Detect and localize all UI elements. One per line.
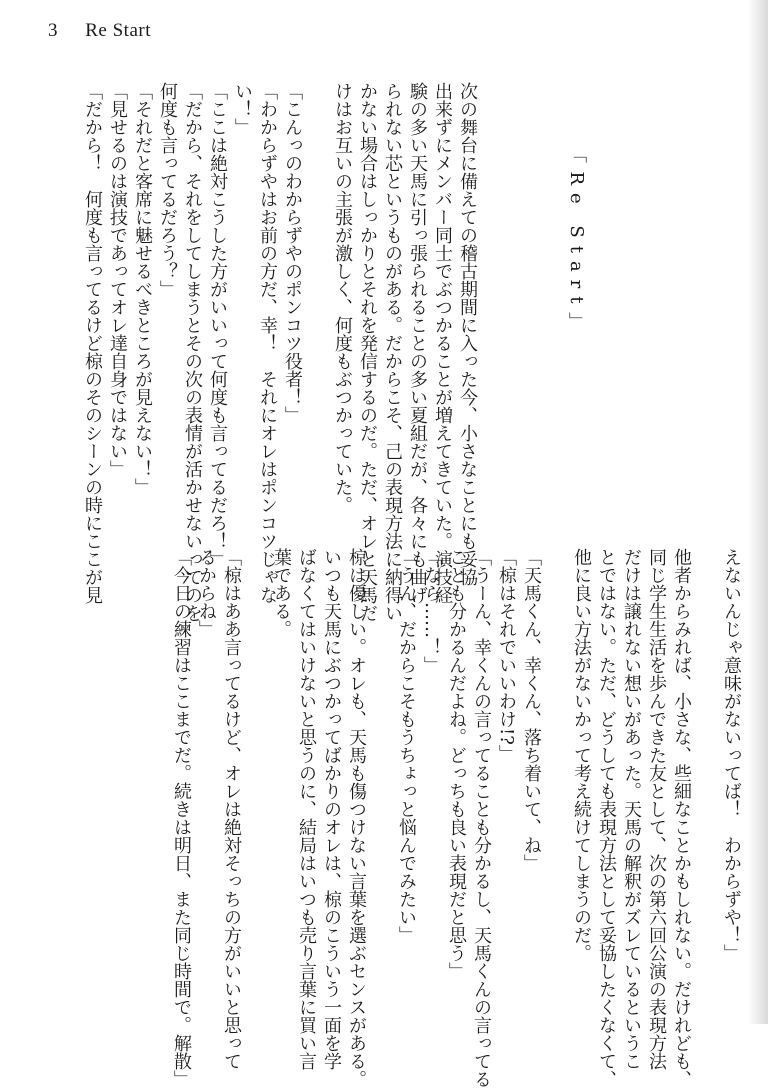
text-line: 「今日の練習はここまでだ。続きは明日、また同じ時間で。解散」 — [171, 548, 192, 1088]
text-line: 葉である。 — [271, 548, 292, 638]
text-line: るからね」 — [196, 548, 217, 638]
text-line: 何度も言ってるだろう？」 — [157, 82, 178, 298]
text-line: 出来ずにメンバー同士でぶつかることが増えてきていた。演技経 — [432, 82, 453, 604]
text-line — [369, 548, 394, 988]
text-line: 「ここは絶対こうした方がいいって何度も言ってるだろ！」 — [207, 82, 228, 568]
text-line: 「うん、だからこそもうちょっと悩んでみたい」 — [396, 548, 417, 944]
text-line: 「わからずやはお前の方だ、幸！ それにオレはポンコツじゃな — [257, 82, 278, 604]
text-line: けはお互いの主張が激しく、何度もぶつかっていた。 — [332, 82, 353, 514]
page-header — [48, 20, 151, 42]
text-line: 「こんっのわからずやのポンコツ役者！」 — [282, 82, 303, 424]
text-line: 「それだと客席に魅せるべきところが見えない！」 — [132, 82, 153, 496]
text-line: ばなくてはいけないと思うのに、結局はいつも売り言葉に買い言 — [296, 548, 317, 1070]
text-line: られない芯というものがある。だからこそ、己の表現方法に納得い — [382, 82, 403, 622]
text-line: 「椋はそれでいいわけ!?」 — [496, 548, 517, 763]
text-line: 「だから！ 何度も言ってるけど椋のそのシーンの時にここが見 — [82, 82, 103, 604]
text-line: かない場合はしっかりとそれを発信するのだ。ただ、オレと天馬だ — [357, 82, 378, 622]
text-line — [694, 548, 719, 988]
text-line: 「椋はああ言ってるけど、オレは絶対そっちの方がいいと思って — [221, 548, 242, 1070]
text-line: 同じ学生生活を歩んできた友として、次の第六回公演の表現方法 — [646, 548, 667, 1070]
text-line — [544, 548, 569, 988]
chapter-title — [560, 118, 610, 338]
text-line: 験の多い天馬に引っ張られることの多い夏組だが、各々にも曲げ — [407, 82, 428, 604]
text-line: 「天馬くん、幸くん、落ち着いて、ね」 — [521, 548, 542, 872]
text-line — [305, 82, 330, 532]
text-line — [244, 548, 269, 988]
text-line: 「見せるのは演技であってオレ達自身ではない」 — [107, 82, 128, 478]
text-line: 「なら……！」 — [421, 548, 442, 674]
text-line: 他者からみれば、小さな、些細なことかもしれない。だけれども、 — [671, 548, 692, 1088]
chapter-title-text: Re Start — [566, 171, 587, 312]
book-title: Re Start — [85, 20, 151, 41]
text-line: 次の舞台に備えての稽古期間に入った今、小さなことにも妥協 — [457, 82, 478, 586]
text-line: いつも天馬にぶつかってばかりのオレは、椋のこういう一面を学 — [321, 548, 342, 1070]
text-line: ことも分かるんだよね。どっちも良い表現だと思う」 — [446, 548, 467, 980]
text-line: とではない。ただ、どうしても表現方法として妥協したくなくて、 — [596, 548, 617, 1088]
page-number: 3 — [48, 20, 58, 41]
chapter-title-close-bracket: 」 — [566, 311, 587, 338]
text-line: 「だから、それをしてしまうとその次の表情が活かせないってのを — [182, 82, 203, 622]
lower-text-block — [169, 548, 744, 1088]
text-line: えないんじゃ意味がないってば！ わからずや！」 — [721, 548, 742, 962]
text-line: 椋は優しい。オレも、天馬も傷つけない言葉を選ぶセンスがある。 — [346, 548, 367, 1088]
text-line: 他に良い方法がないかって考え続けてしまうのだ。 — [571, 548, 592, 962]
page-edge-shadow — [748, 0, 768, 1024]
text-line: い！」 — [232, 82, 253, 136]
text-line: 「うーん、幸くんの言ってることも分かるし、天馬くんの言ってる — [471, 548, 492, 1088]
chapter-title-open-bracket: 「 — [566, 145, 587, 172]
text-line: だけは譲れない想いがあった。天馬の解釈がズレているというこ — [621, 548, 642, 1070]
